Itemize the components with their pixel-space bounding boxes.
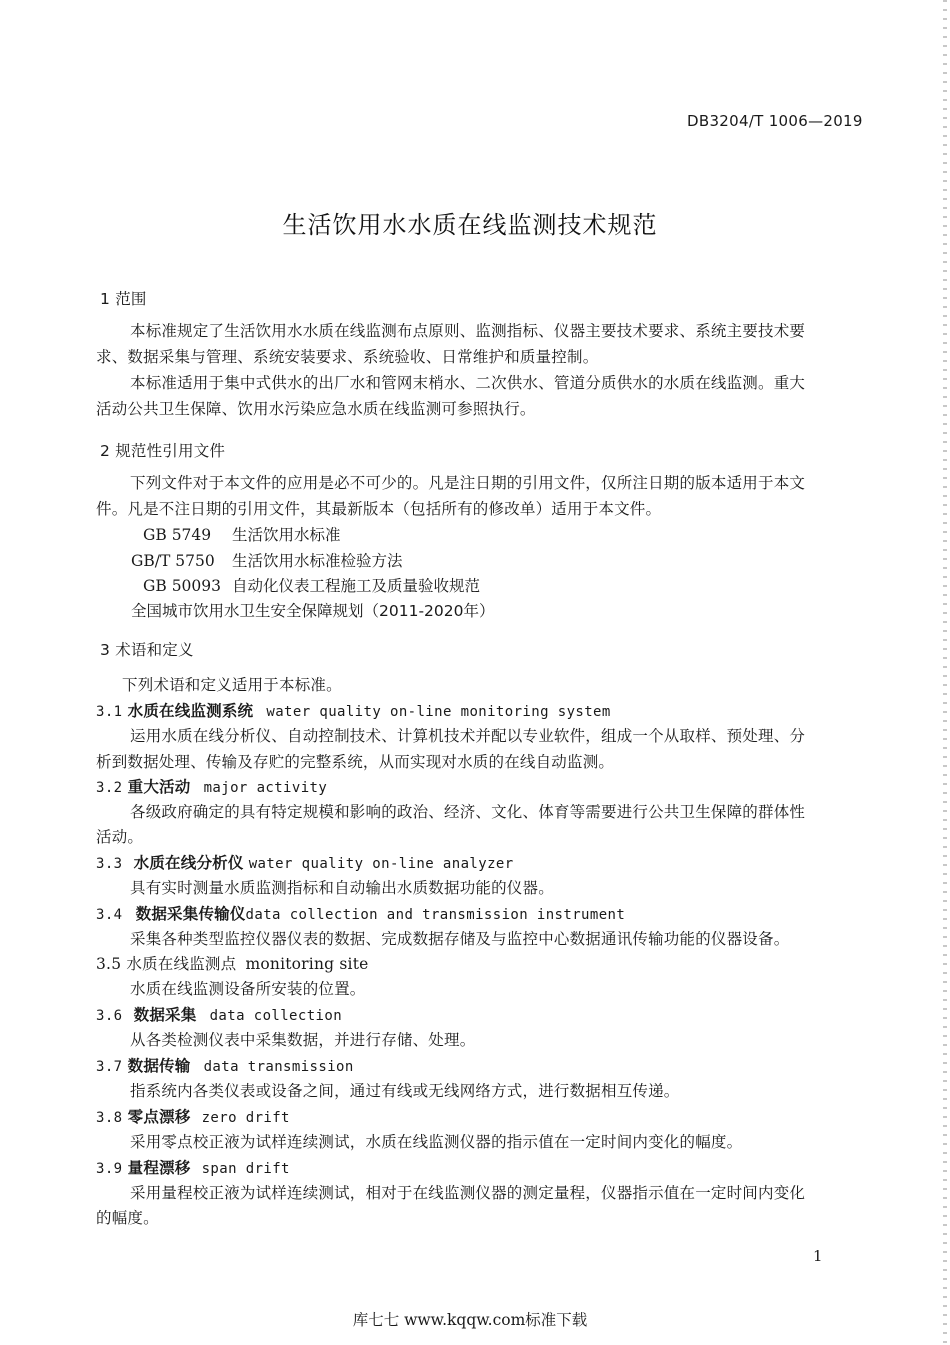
ref-code: GB 5749 — [143, 526, 212, 544]
section-3-intro: 下列术语和定义适用于本标准。 — [122, 676, 342, 694]
term-heading — [96, 776, 327, 799]
section-2-heading: 2 规范性引用文件 — [100, 442, 226, 460]
ref-name: 生活饮用水标准检验方法 — [232, 552, 403, 570]
term-zh: 数据传输 — [127, 1057, 191, 1075]
term-en: span drift — [201, 1161, 290, 1177]
ref-name: 自动化仪表工程施工及质量验收规范 — [232, 577, 481, 595]
term-zh: 零点漂移 — [127, 1108, 191, 1126]
term-number: 3.6 — [96, 1008, 123, 1024]
ref-name: 生活饮用水标准 — [232, 526, 341, 544]
term-zh: 数据采集 — [133, 1006, 197, 1024]
paragraph-line: 件。凡是不注日期的引用文件，其最新版本（包括所有的修改单）适用于本文件。 — [96, 500, 662, 518]
definition-line: 的幅度。 — [96, 1209, 159, 1227]
term-en: data collection — [209, 1008, 343, 1024]
scan-edge — [943, 0, 947, 1345]
ref-plan: 全国城市饮用水卫生安全保障规划（2011-2020年） — [131, 602, 495, 620]
term-heading — [96, 903, 625, 926]
definition-line: 水质在线监测设备所安装的位置。 — [130, 980, 366, 998]
term-en: data transmission — [203, 1059, 354, 1075]
paragraph-line: 求、数据采集与管理、系统安装要求、系统验收、日常维护和质量控制。 — [96, 348, 599, 366]
document-title: 生活饮用水水质在线监测技术规范 — [282, 211, 658, 239]
ref-code: GB 50093 — [143, 577, 222, 595]
page-number: 1 — [813, 1247, 823, 1265]
term-number: 3.3 — [96, 856, 123, 872]
term-heading — [96, 1055, 354, 1078]
ref-code: GB/T 5750 — [131, 552, 215, 570]
doc-code: DB3204/T 1006—2019 — [687, 112, 863, 130]
section-1-heading: 1 范围 — [100, 290, 147, 308]
definition-line: 各级政府确定的具有特定规模和影响的政治、经济、文化、体育等需要进行公共卫生保障的群体性 — [130, 803, 806, 821]
definition-line: 采集各种类型监控仪器仪表的数据、完成数据存储及与监控中心数据通讯传输功能的仪器设备。 — [130, 930, 790, 948]
definition-line: 采用零点校正液为试样连续测试，水质在线监测仪器的指示值在一定时间内变化的幅度。 — [130, 1133, 743, 1151]
definition-line: 从各类检测仪表中采集数据，并进行存储、处理。 — [130, 1031, 476, 1049]
term-zh: 数据采集传输仪 — [135, 905, 246, 923]
term-number: 3.5 — [96, 955, 122, 973]
term-heading — [96, 852, 514, 875]
definition-line: 活动。 — [96, 828, 144, 846]
definition-line: 指系统内各类仪表或设备之间，通过有线或无线网络方式，进行数据相互传递。 — [130, 1082, 680, 1100]
term-zh: 水质在线监测系统 — [127, 702, 254, 720]
term-en: data collection and transmission instrument — [245, 907, 626, 923]
paragraph-line: 本标准规定了生活饮用水水质在线监测布点原则、监测指标、仪器主要技术要求、系统主要技术要 — [130, 322, 806, 340]
definition-line: 析到数据处理、传输及存贮的完整系统，从而实现对水质的在线自动监测。 — [96, 753, 615, 771]
term-en: monitoring site — [245, 955, 369, 973]
term-number: 3.9 — [96, 1161, 123, 1177]
term-en: zero drift — [201, 1110, 290, 1126]
footer-watermark: 库七七 www.kqqw.com标准下载 — [352, 1311, 588, 1329]
definition-line: 具有实时测量水质监测指标和自动输出水质数据功能的仪器。 — [130, 879, 554, 897]
term-en: water quality on-line monitoring system — [266, 704, 611, 720]
term-number: 3.8 — [96, 1110, 123, 1126]
term-heading — [96, 953, 369, 975]
paragraph-line: 活动公共卫生保障、饮用水污染应急水质在线监测可参照执行。 — [96, 400, 536, 418]
term-heading — [96, 700, 611, 723]
term-zh: 水质在线监测点 — [126, 955, 237, 973]
term-zh: 重大活动 — [127, 778, 191, 796]
definition-line: 运用水质在线分析仪、自动控制技术、计算机技术并配以专业软件，组成一个从取样、预处理、分 — [130, 727, 806, 745]
term-heading — [96, 1157, 290, 1180]
term-zh: 量程漂移 — [127, 1159, 191, 1177]
term-number: 3.1 — [96, 704, 123, 720]
term-number: 3.7 — [96, 1059, 123, 1075]
term-en: major activity — [203, 780, 328, 796]
definition-line: 采用量程校正液为试样连续测试，相对于在线监测仪器的测定量程，仪器指示值在一定时间内变化 — [130, 1184, 806, 1202]
term-heading — [96, 1004, 342, 1027]
section-3-heading: 3 术语和定义 — [100, 641, 194, 659]
paragraph-line: 下列文件对于本文件的应用是必不可少的。凡是注日期的引用文件，仅所注日期的版本适用于本文 — [130, 474, 806, 492]
term-number: 3.2 — [96, 780, 123, 796]
paragraph-line: 本标准适用于集中式供水的出厂水和管网末梢水、二次供水、管道分质供水的水质在线监测。重大 — [130, 374, 806, 392]
term-en: water quality on-line analyzer — [248, 856, 514, 872]
term-zh: 水质在线分析仪 — [133, 854, 244, 872]
term-heading — [96, 1106, 290, 1129]
term-number: 3.4 — [96, 907, 123, 923]
